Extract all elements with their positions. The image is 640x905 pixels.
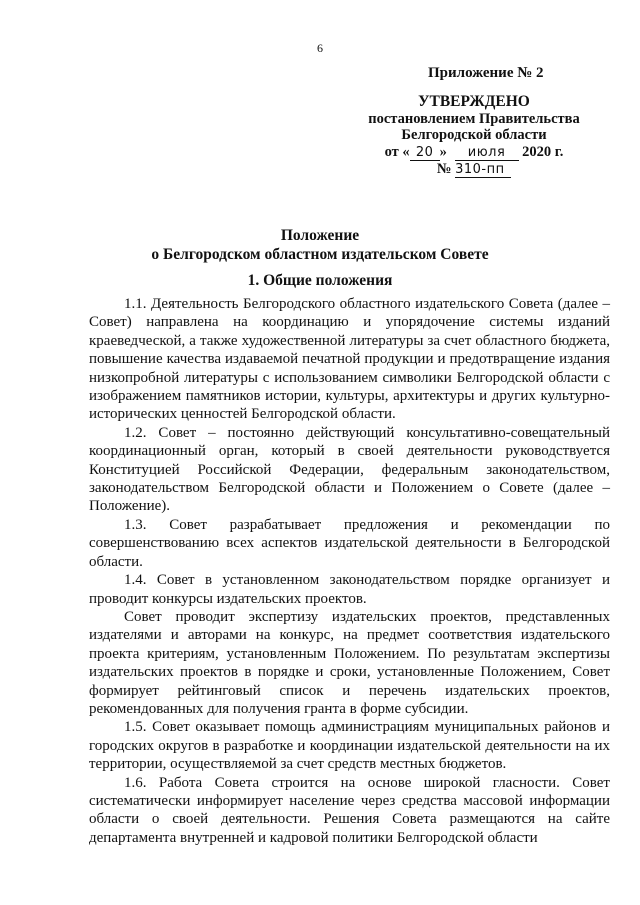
number-prefix: № — [436, 160, 452, 177]
approval-heading: УТВЕРЖДЕНО — [418, 93, 530, 110]
date-month: июля — [455, 146, 519, 161]
document-title — [0, 226, 640, 264]
paragraph: 1.2. Совет – постоянно действующий консультативно-совещательный координационный орган, который в своей деятельности руководствуется Конституцией Российской Федерации, федеральным законодательством, законодательством Белгородской области и Положением о Совете (далее – Положение). — [89, 424, 610, 515]
document-body — [89, 295, 610, 847]
approval-line-2: Белгородской области — [401, 127, 547, 143]
paragraph: 1.4. Совет в установленном законодательством порядке организует и проводит конкурсы издательских проектов. — [89, 572, 610, 607]
date-year: 2020 г. — [522, 143, 564, 160]
document-number: 310-пп — [455, 163, 511, 178]
paragraph: 1.5. Совет оказывает помощь администрациям муниципальных районов и городских округов в разработке и координации издательской деятельности на их территории, осуществляемой за счет средств местных бюджетов. — [89, 719, 610, 773]
date-prefix: от « — [384, 143, 410, 160]
approval-block — [340, 94, 608, 178]
paragraph: 1.6. Работа Совета строится на основе широкой гласности. Совет систематически информирует население через средства массовой информации области о своей деятельности. Решения Совета размещаются на сайте департамента внутренней и кадровой политики Белгородской области — [89, 774, 610, 846]
approval-date — [340, 144, 608, 161]
section-heading: 1. Общие положения — [247, 272, 393, 289]
title-line-1: Положение — [280, 227, 360, 244]
paragraph: 1.1. Деятельность Белгородского областного издательского Совета (далее – Совет) направлена на координацию и упорядочение системы изданий краеведческой, а также художественной литературы за счет областного бюджета, повышение качества издаваемой печатной продукции и предотвращение издания низкопробной литературы с использованием символики Белгородской области с изображением памятников истории, культуры, архитектуры и других культурно-исторических ценностей Белгородской области. — [89, 296, 610, 423]
paragraph: Совет проводит экспертизу издательских проектов, представленных издателями и авторами на конкурс, на предмет соответствия издательского проекта критериям, установленным Положением. По результатам экспертизы издательских проектов в порядке и сроки, установленные Положением, Совет формирует рейтинговый список и перечень издательских проектов, рекомендованных для получения гранта в форме субсидии. — [89, 608, 610, 717]
paragraph: 1.3. Совет разрабатывает предложения и рекомендации по совершенствованию всех аспектов издательской деятельности в Белгородской области. — [89, 516, 610, 570]
approval-line-1: постановлением Правительства — [368, 110, 580, 127]
approval-number — [340, 161, 608, 178]
page-number: 6 — [317, 41, 323, 55]
title-line-2: о Белгородском областном издательском Совете — [151, 246, 489, 263]
date-mid: » — [439, 143, 447, 160]
appendix-label: Приложение № 2 — [428, 65, 544, 81]
date-day: 20 — [410, 146, 440, 161]
